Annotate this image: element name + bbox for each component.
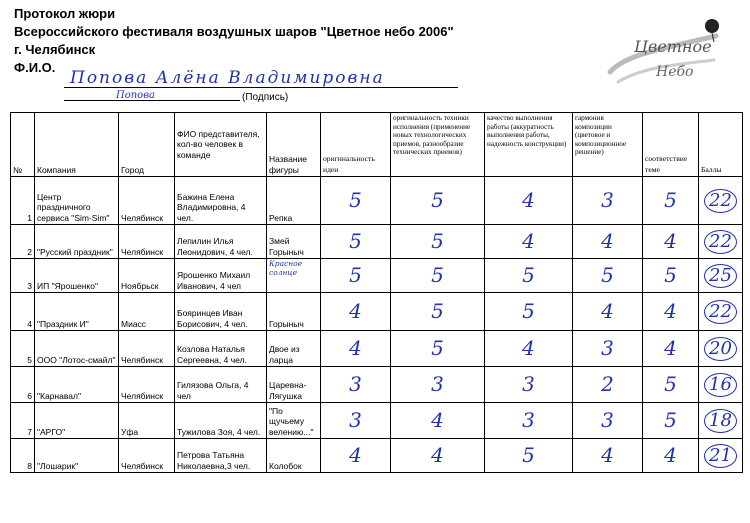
score-harmony: 3 <box>573 177 643 225</box>
table-row <box>11 439 743 473</box>
score-technique: 5 <box>391 225 485 259</box>
score-theme: 5 <box>643 259 699 293</box>
figure-handwritten-note: Красное солнце <box>269 259 303 277</box>
total-score-cell <box>699 439 743 473</box>
col-originality-header: оригинальность идеи <box>321 113 391 177</box>
total-score-cell <box>699 403 743 439</box>
city-cell: Челябинск <box>119 439 175 473</box>
total-score: 22 <box>704 300 737 324</box>
row-number: 4 <box>11 293 35 331</box>
representative-cell: Ярошенко Михаил Иванович, 4 чел <box>175 259 267 293</box>
score-quality: 5 <box>485 293 573 331</box>
score-harmony: 5 <box>573 259 643 293</box>
representative-cell: Бояринцев Иван Борисович, 4 чел. <box>175 293 267 331</box>
figure-cell: Горыныч <box>267 293 321 331</box>
city-cell: Челябинск <box>119 331 175 367</box>
score-harmony: 4 <box>573 225 643 259</box>
signature-label: (Подпись) <box>242 92 289 103</box>
score-quality: 4 <box>485 225 573 259</box>
festival-title: Всероссийского фестиваля воздушных шаров "Цветное небо 2006" <box>14 24 454 39</box>
table-row <box>11 367 743 403</box>
table-row <box>11 259 743 293</box>
row-number: 3 <box>11 259 35 293</box>
table-row <box>11 331 743 367</box>
score-quality: 3 <box>485 367 573 403</box>
score-theme: 5 <box>643 403 699 439</box>
company-cell: "Русский праздник" <box>35 225 119 259</box>
representative-cell: Лепилин Илья Леонидович, 4 чел. <box>175 225 267 259</box>
total-score-cell <box>699 367 743 403</box>
score-theme: 4 <box>643 293 699 331</box>
score-originality: 4 <box>321 331 391 367</box>
score-quality: 4 <box>485 177 573 225</box>
col-total-header: Баллы <box>699 113 743 177</box>
figure-cell <box>267 259 321 293</box>
row-number: 7 <box>11 403 35 439</box>
score-quality: 5 <box>485 439 573 473</box>
representative-cell: Козлова Наталья Сергеевна, 4 чел. <box>175 331 267 367</box>
score-originality: 3 <box>321 367 391 403</box>
total-score-cell <box>699 177 743 225</box>
score-originality: 5 <box>321 177 391 225</box>
city-cell: Челябинск <box>119 367 175 403</box>
total-score-cell <box>699 259 743 293</box>
score-quality: 3 <box>485 403 573 439</box>
col-company-header: Компания <box>35 113 119 177</box>
protocol-title: Протокол жюри <box>14 6 116 21</box>
score-technique: 4 <box>391 403 485 439</box>
logo-text-top: Цветное <box>634 37 712 56</box>
company-cell: Центр праздничного сервиса "Sim-Sim" <box>35 177 119 225</box>
score-originality: 3 <box>321 403 391 439</box>
score-theme: 4 <box>643 439 699 473</box>
figure-cell: "По щучьему велению..." <box>267 403 321 439</box>
city-title: г. Челябинск <box>14 42 96 57</box>
score-technique: 5 <box>391 177 485 225</box>
company-cell: ООО "Лотос-смайл" <box>35 331 119 367</box>
total-score: 20 <box>704 337 737 361</box>
fio-handwritten: Попова Алёна Владимировна <box>70 68 385 88</box>
total-score: 21 <box>704 444 737 468</box>
representative-cell: Тужилова Зоя, 4 чел. <box>175 403 267 439</box>
logo-text-bottom: Небо <box>656 64 694 80</box>
col-technique-header: оригинальность техники исполнения (применение новых технологических приемов, разнообразие технических приемов) <box>391 113 485 177</box>
score-originality: 5 <box>321 259 391 293</box>
company-cell: "Лошарик" <box>35 439 119 473</box>
score-originality: 5 <box>321 225 391 259</box>
figure-cell: Колобок <box>267 439 321 473</box>
signature-handwritten: Попова <box>116 90 155 101</box>
row-number: 5 <box>11 331 35 367</box>
total-score: 22 <box>704 230 737 254</box>
city-cell: Челябинск <box>119 177 175 225</box>
col-num-header: № <box>11 113 35 177</box>
total-score-cell <box>699 293 743 331</box>
row-number: 1 <box>11 177 35 225</box>
col-rep-header: ФИО представителя, кол-во человек в команде <box>175 113 267 177</box>
total-score: 22 <box>704 189 737 213</box>
fio-label: Ф.И.О. <box>14 60 56 75</box>
city-cell: Миасс <box>119 293 175 331</box>
jury-score-table <box>10 112 743 473</box>
figure-cell: Репка <box>267 177 321 225</box>
table-row <box>11 293 743 331</box>
score-theme: 5 <box>643 177 699 225</box>
table-row <box>11 403 743 439</box>
col-city-header: Город <box>119 113 175 177</box>
total-score: 25 <box>704 264 737 288</box>
company-cell: "АРГО" <box>35 403 119 439</box>
city-cell: Уфа <box>119 403 175 439</box>
score-harmony: 2 <box>573 367 643 403</box>
score-technique: 5 <box>391 331 485 367</box>
representative-cell: Петрова Татьяна Николаевна,3 чел. <box>175 439 267 473</box>
score-technique: 4 <box>391 439 485 473</box>
total-score-cell <box>699 331 743 367</box>
col-quality-header: качество выполнения работы (аккуратность выполнения работы, надежность конструкции) <box>485 113 573 177</box>
company-cell: ИП "Ярошенко" <box>35 259 119 293</box>
score-technique: 5 <box>391 293 485 331</box>
col-harmony-header: гармония композиции (цветовое и композиционное решение) <box>573 113 643 177</box>
total-score: 16 <box>704 373 737 397</box>
row-number: 8 <box>11 439 35 473</box>
table-row <box>11 177 743 225</box>
col-theme-header: соответствие теме <box>643 113 699 177</box>
score-originality: 4 <box>321 293 391 331</box>
representative-cell: Гилязова Ольга, 4 чел <box>175 367 267 403</box>
score-quality: 4 <box>485 331 573 367</box>
total-score: 18 <box>704 409 737 433</box>
city-cell: Челябинск <box>119 225 175 259</box>
city-cell: Ноябрьск <box>119 259 175 293</box>
score-harmony: 4 <box>573 293 643 331</box>
figure-cell: Двое из ларца <box>267 331 321 367</box>
row-number: 6 <box>11 367 35 403</box>
score-technique: 3 <box>391 367 485 403</box>
row-number: 2 <box>11 225 35 259</box>
table-row <box>11 225 743 259</box>
figure-cell: Змей Горыныч <box>267 225 321 259</box>
score-originality: 4 <box>321 439 391 473</box>
representative-cell: Бажина Елена Владимировна, 4 чел. <box>175 177 267 225</box>
score-harmony: 4 <box>573 439 643 473</box>
score-theme: 4 <box>643 225 699 259</box>
festival-logo <box>604 16 724 88</box>
score-harmony: 3 <box>573 331 643 367</box>
figure-cell: Царевна-Лягушка <box>267 367 321 403</box>
total-score-cell <box>699 225 743 259</box>
score-technique: 5 <box>391 259 485 293</box>
score-theme: 4 <box>643 331 699 367</box>
col-figure-header: Название фигуры <box>267 113 321 177</box>
score-harmony: 3 <box>573 403 643 439</box>
score-quality: 5 <box>485 259 573 293</box>
company-cell: "Праздник И" <box>35 293 119 331</box>
score-theme: 5 <box>643 367 699 403</box>
company-cell: "Карнавал" <box>35 367 119 403</box>
